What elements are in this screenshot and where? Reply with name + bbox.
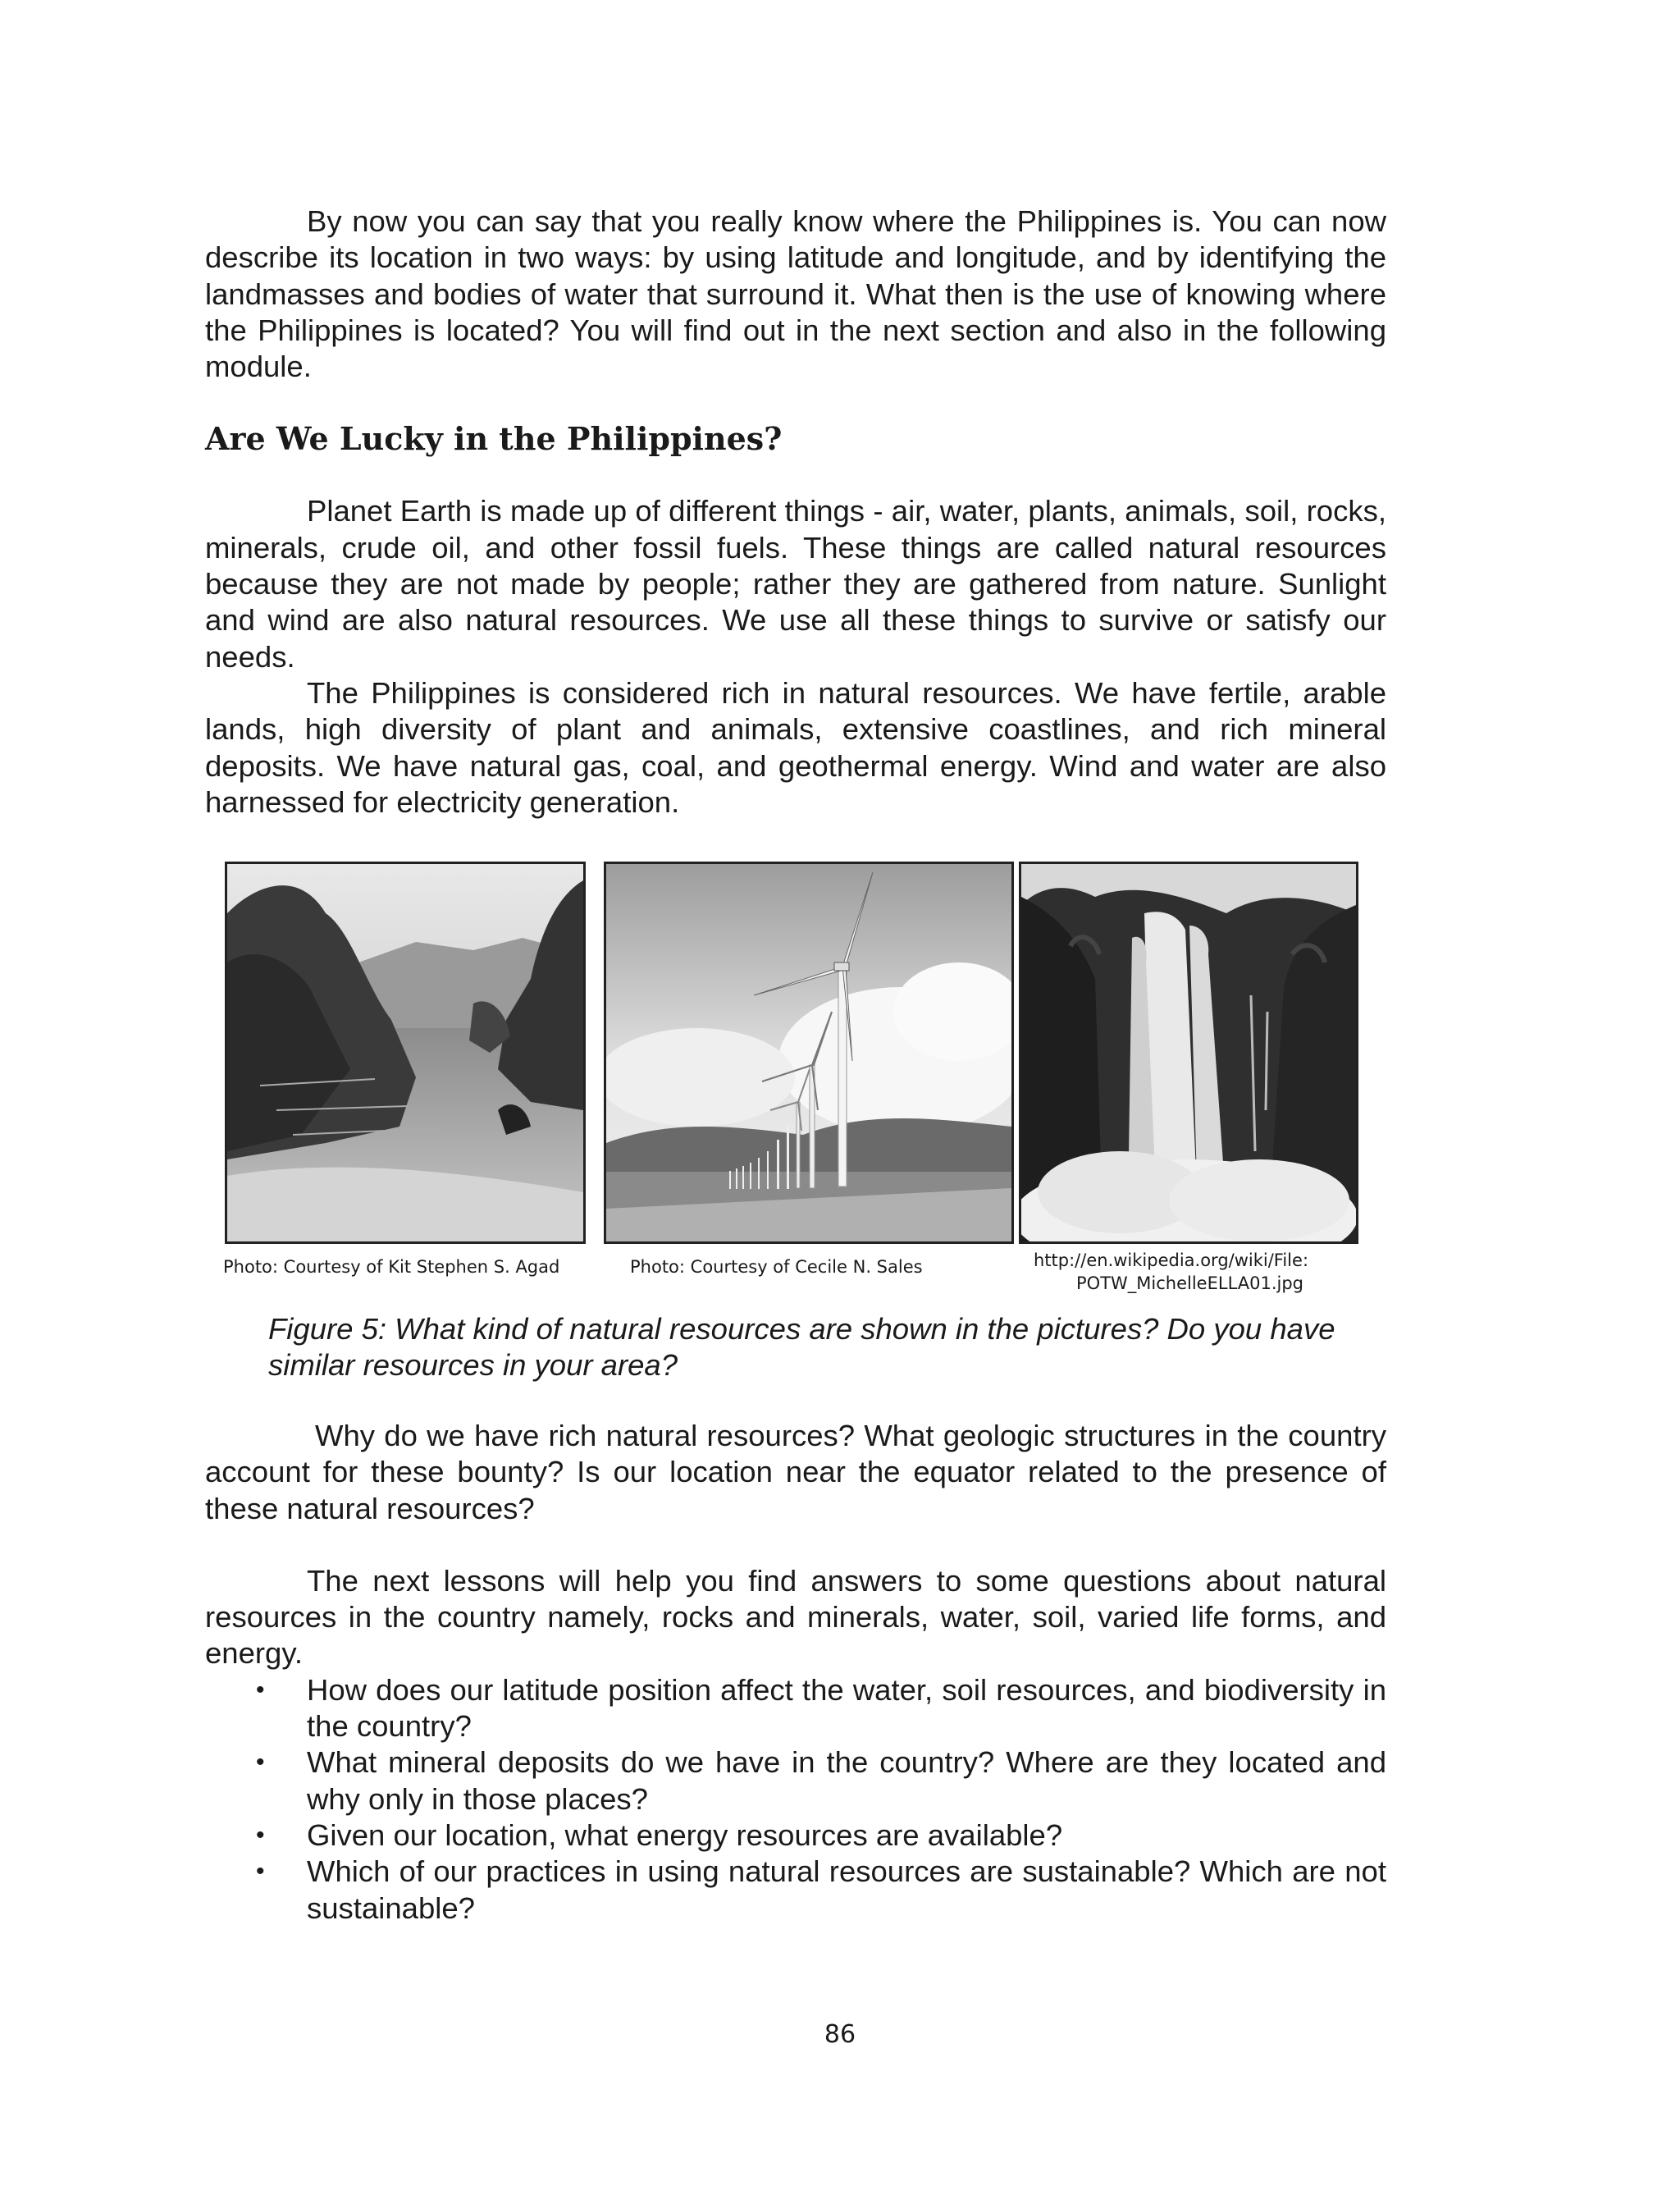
body-paragraph-1: Planet Earth is made up of different things - air, water, plants, animals, soil, rocks, minerals, crude oil, and other fossil fuels. These things are called natural resources because they are not made by people; rather they are gathered from nature. Sunlight and wind are also natural resources. We use all these things to survive or satisfy our needs.: [205, 494, 1386, 674]
waterfall-photo-credit-line-1: http://en.wikipedia.org/wiki/File:: [1034, 1250, 1309, 1270]
figure-caption: Figure 5: What kind of natural resources are shown in the pictures? Do you have similar resources in your area?: [268, 1312, 1335, 1383]
lower-text: [205, 1418, 1386, 1927]
wind-turbines-photo: [604, 862, 1014, 1244]
question-list: [205, 1672, 1386, 1927]
bullet-icon: •: [256, 1676, 265, 1703]
bullet-icon: •: [256, 1858, 265, 1886]
intro-paragraph: By now you can say that you really know where the Philippines is. You can now describe its location in two ways: by using latitude and longitude, and by identifying the landmasses and bodies of water that surround it. What then is the use of knowing where the Philippines is located? You will find out in the next section and also in the following module.: [205, 204, 1386, 384]
bullet-icon: •: [256, 1821, 265, 1849]
question-text: Given our location, what energy resources are available?: [307, 1817, 1063, 1852]
page-number: 86: [824, 2020, 856, 2049]
section-heading: Are We Lucky in the Philippines?: [205, 420, 783, 458]
wind-turbines-photo-credit: Photo: Courtesy of Cecile N. Sales: [630, 1257, 923, 1277]
list-item: [205, 1854, 1386, 1927]
lower-paragraph-1: Why do we have rich natural resources? What geologic structures in the country account for these bounty? Is our location near the equator related to the presence of these natural resources?: [205, 1419, 1386, 1525]
waterfall-photo: [1019, 862, 1358, 1244]
list-item: [205, 1672, 1386, 1745]
question-text: What mineral deposits do we have in the country? Where are they located and why only in those places?: [307, 1745, 1386, 1816]
bullet-icon: •: [256, 1749, 265, 1776]
question-text: How does our latitude position affect the water, soil resources, and biodiversity in the country?: [307, 1672, 1386, 1744]
question-text: Which of our practices in using natural resources are sustainable? Which are not sustainable?: [307, 1854, 1386, 1925]
upper-text: [205, 203, 1386, 821]
lagoon-photo: [225, 862, 586, 1244]
waterfall-photo-credit-line-2: POTW_MichelleELLA01.jpg: [1076, 1273, 1304, 1293]
figure-5-photos: [0, 862, 1680, 1293]
list-item: [205, 1744, 1386, 1817]
lagoon-photo-credit: Photo: Courtesy of Kit Stephen S. Agad: [223, 1257, 560, 1277]
list-item: [205, 1817, 1386, 1854]
body-paragraph-2: The Philippines is considered rich in natural resources. We have fertile, arable lands, high diversity of plant and animals, extensive coastlines, and rich mineral deposits. We have natural gas, coal, and geothermal energy. Wind and water are also harnessed for electricity generation.: [205, 675, 1386, 819]
lower-paragraph-2: The next lessons will help you find answers to some questions about natural resources in the country namely, rocks and minerals, water, soil, varied life forms, and energy.: [205, 1563, 1386, 1671]
